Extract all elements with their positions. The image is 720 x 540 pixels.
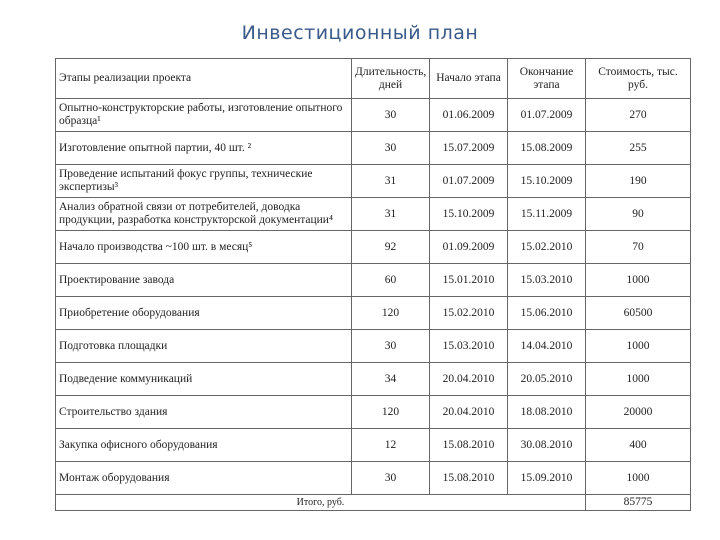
cell-end: 18.08.2010 [508,396,586,429]
cell-duration: 120 [352,396,430,429]
cell-duration: 30 [352,132,430,165]
cell-duration: 30 [352,99,430,132]
cell-stage: Проектирование завода [56,264,352,297]
cell-cost: 1000 [586,330,691,363]
cell-end: 15.09.2010 [508,462,586,495]
cell-duration: 120 [352,297,430,330]
cell-cost: 190 [586,165,691,198]
cell-start: 20.04.2010 [430,363,508,396]
cell-stage: Анализ обратной связи от потребителей, доводка продукции, разработка конструкторской документации⁴ [56,198,352,231]
header-start: Начало этапа [430,59,508,99]
cell-stage: Начало производства ~100 шт. в месяц⁵ [56,231,352,264]
investment-plan-table [55,58,691,511]
header-duration: Длительность, дней [352,59,430,99]
cell-start: 15.01.2010 [430,264,508,297]
table-row [56,429,691,462]
cell-cost: 1000 [586,462,691,495]
cell-end: 20.05.2010 [508,363,586,396]
table-row [56,231,691,264]
table-row [56,363,691,396]
table-row [56,99,691,132]
cell-cost: 60500 [586,297,691,330]
cell-start: 15.10.2009 [430,198,508,231]
header-stage: Этапы реализации проекта [56,59,352,99]
header-end: Окончание этапа [508,59,586,99]
cell-end: 15.02.2010 [508,231,586,264]
cell-start: 01.06.2009 [430,99,508,132]
cell-stage: Изготовление опытной партии, 40 шт. ² [56,132,352,165]
cell-start: 15.03.2010 [430,330,508,363]
cell-stage: Приобретение оборудования [56,297,352,330]
cell-cost: 400 [586,429,691,462]
cell-end: 14.04.2010 [508,330,586,363]
cell-duration: 30 [352,462,430,495]
table-row [56,198,691,231]
cell-cost: 70 [586,231,691,264]
cell-start: 20.04.2010 [430,396,508,429]
cell-stage: Опытно-конструкторские работы, изготовление опытного образца¹ [56,99,352,132]
table-row [56,462,691,495]
cell-start: 15.08.2010 [430,462,508,495]
table-row [56,165,691,198]
cell-start: 01.09.2009 [430,231,508,264]
cell-start: 15.07.2009 [430,132,508,165]
table-row [56,132,691,165]
table-row [56,396,691,429]
cell-duration: 31 [352,198,430,231]
cell-duration: 30 [352,330,430,363]
cell-end: 30.08.2010 [508,429,586,462]
total-label: Итого, руб. [56,495,586,511]
cell-start: 15.08.2010 [430,429,508,462]
cell-end: 15.11.2009 [508,198,586,231]
cell-duration: 60 [352,264,430,297]
cell-cost: 255 [586,132,691,165]
total-value: 85775 [586,495,691,511]
table-row [56,297,691,330]
table-row [56,330,691,363]
cell-end: 15.06.2010 [508,297,586,330]
cell-stage: Закупка офисного оборудования [56,429,352,462]
cell-cost: 20000 [586,396,691,429]
total-row [56,495,691,511]
cell-stage: Монтаж оборудования [56,462,352,495]
header-cost: Стоимость, тыс. руб. [586,59,691,99]
cell-cost: 1000 [586,363,691,396]
cell-end: 15.10.2009 [508,165,586,198]
cell-stage: Проведение испытаний фокус группы, технические экспертизы³ [56,165,352,198]
cell-stage: Подведение коммуникаций [56,363,352,396]
page-title: Инвестиционный план [241,22,479,44]
table-header-row [56,59,691,99]
table-body [56,99,691,495]
cell-duration: 31 [352,165,430,198]
cell-duration: 34 [352,363,430,396]
cell-end: 01.07.2009 [508,99,586,132]
table-row [56,264,691,297]
cell-cost: 90 [586,198,691,231]
cell-start: 15.02.2010 [430,297,508,330]
cell-stage: Строительство здания [56,396,352,429]
cell-duration: 92 [352,231,430,264]
cell-start: 01.07.2009 [430,165,508,198]
cell-end: 15.08.2009 [508,132,586,165]
cell-duration: 12 [352,429,430,462]
cell-cost: 270 [586,99,691,132]
cell-end: 15.03.2010 [508,264,586,297]
cell-cost: 1000 [586,264,691,297]
cell-stage: Подготовка площадки [56,330,352,363]
